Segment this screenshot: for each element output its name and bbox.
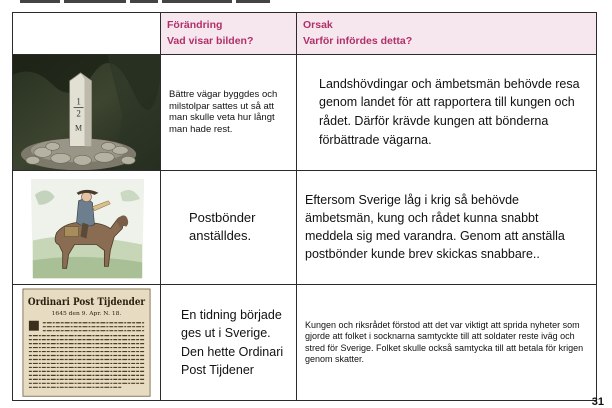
reason-cell [297,284,597,400]
change-cell [161,170,297,284]
post-rider-image-cell [13,170,161,284]
history-table [12,12,597,401]
header-image-cell [13,13,161,55]
change-text: Postbönder anställdes. [189,209,256,244]
change-text: En tidning började ges ut i Sverige. Den hette Ordinari Post Tijdener [181,308,284,377]
table-row [13,54,597,170]
header-change-question: Vad visar bilden? [167,35,254,48]
svg-text:2: 2 [76,108,81,119]
header-reason-title: Orsak [303,19,333,31]
header-reason-question: Varför infördes detta? [303,35,413,48]
change-text: Bättre vägar byggdes och milstolpar sattes ut så att man skulle veta hur långt man hade rest. [169,88,278,135]
table-row [13,284,597,400]
newspaper-scan [13,285,160,400]
post-rider-illustration [13,171,160,284]
svg-text:M: M [75,123,83,133]
milestone-photo [13,55,160,170]
change-cell [161,54,297,170]
newspaper-image-cell [13,284,161,400]
header-row [13,13,597,55]
change-cell [161,284,297,400]
reason-text: Eftersom Sverige låg i krig så behövde ämbetsmän, kung och rådet kunna snabbt meddela sig med varandra. Genom att anställa postbönder kunde brev skickas snabbare.. [305,193,565,262]
header-reason [297,13,597,55]
newspaper-date: 1645 den 9. Apr. N. 18. [51,309,122,317]
reason-text: Landshövdingar och ämbetsmän behövde resa genom landet för att rapportera till kungen och rådet. Därför krävde kungen att bönderna förbättrade vägarna. [319,76,580,147]
svg-text:1: 1 [76,96,81,107]
newspaper-masthead: Ordinari Post Tijdender [27,295,146,308]
header-change-title: Förändring [167,19,223,31]
header-change [161,13,297,55]
cropped-text-line [20,0,300,6]
page-number: 31 [591,396,604,408]
reason-cell [297,170,597,284]
table-row [13,170,597,284]
reason-text: Kungen och riksrådet förstod att det var viktigt att sprida nyheter som gjorde att folket i socknarna samtyckte till att soldater reste iväg och stred för Sverige. Folket skulle också samtycka till att betala för krigen genom skatter. [305,320,584,364]
reason-cell [297,54,597,170]
milestone-image-cell [13,54,161,170]
